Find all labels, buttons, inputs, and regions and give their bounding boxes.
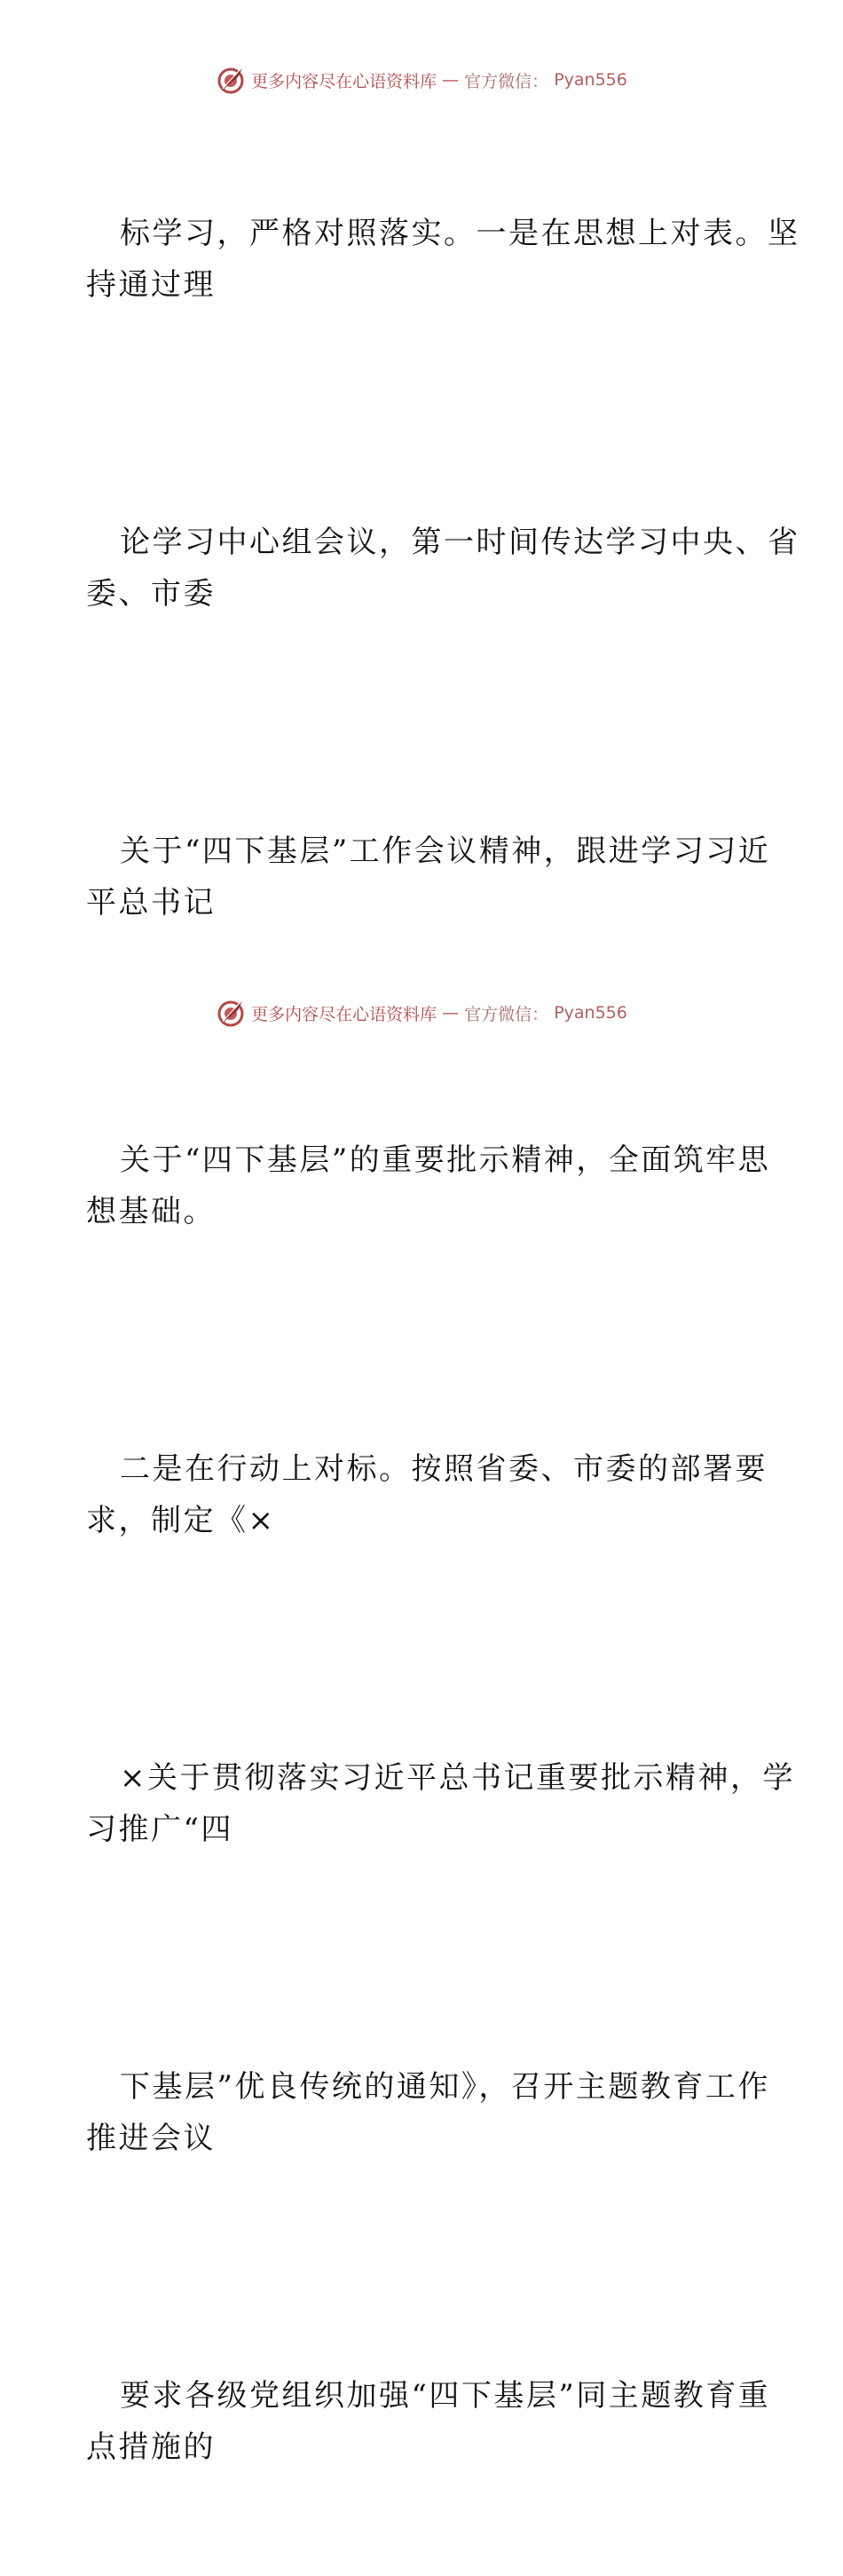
text-line: 平总书记 — [86, 885, 216, 921]
text-line: 持通过理 — [86, 267, 216, 303]
watermark-official-label: 官方微信： — [464, 1004, 549, 1024]
text-line: 想基础。 — [86, 1194, 216, 1229]
text-line: 论学习中心组会议，第一时间传达学习中央、省 — [120, 525, 800, 560]
text-line: 关于“四下基层”工作会议精神，跟进学习习近 — [120, 834, 771, 869]
watermark-text: 更多内容尽在心语资料库 — [251, 1004, 437, 1024]
paragraph-7 — [86, 1958, 770, 2267]
watermark-dash: — — [442, 70, 460, 90]
text-line: 下基层”优良传统的通知》，召开主题教育工作 — [120, 2069, 770, 2105]
text-line: 习推广“四 — [86, 1812, 233, 1847]
paragraph-2 — [86, 414, 800, 723]
text-line: 要求各级党组织加强“四下基层”同主题教育重 — [120, 2378, 771, 2414]
paragraph-1 — [86, 105, 800, 414]
text-line: 标学习，严格对照落实。一是在思想上对表。坚 — [120, 216, 800, 251]
paragraph-6 — [86, 1649, 795, 1958]
text-line: 二是在行动上对标。按照省委、市委的部署要 — [120, 1451, 768, 1487]
document-body — [86, 105, 800, 2576]
watermark-dash: — — [442, 1003, 460, 1023]
footer-watermark — [0, 995, 843, 1031]
watermark-wechat-id: Pyan556 — [554, 70, 627, 90]
text-line: 求，制定《× — [86, 1503, 276, 1538]
watermark-text: 更多内容尽在心语资料库 — [251, 71, 437, 91]
quill-pen-circle-icon — [216, 998, 246, 1028]
paragraph-8 — [86, 2267, 771, 2576]
watermark-wechat-id: Pyan556 — [554, 1003, 627, 1023]
paragraph-5 — [86, 1340, 768, 1649]
text-line: ×关于贯彻落实习近平总书记重要批示精神，学 — [120, 1760, 795, 1796]
header-watermark — [0, 62, 843, 98]
text-line: 推进会议 — [86, 2121, 216, 2156]
paragraph-4 — [86, 1031, 771, 1340]
paragraph-3 — [86, 723, 771, 1031]
text-line: 点措施的 — [86, 2430, 216, 2465]
quill-pen-circle-icon — [216, 65, 246, 95]
watermark-official-label: 官方微信： — [464, 71, 549, 91]
text-line: 关于“四下基层”的重要批示精神，全面筑牢思 — [120, 1142, 771, 1178]
text-line: 委、市委 — [86, 576, 216, 612]
